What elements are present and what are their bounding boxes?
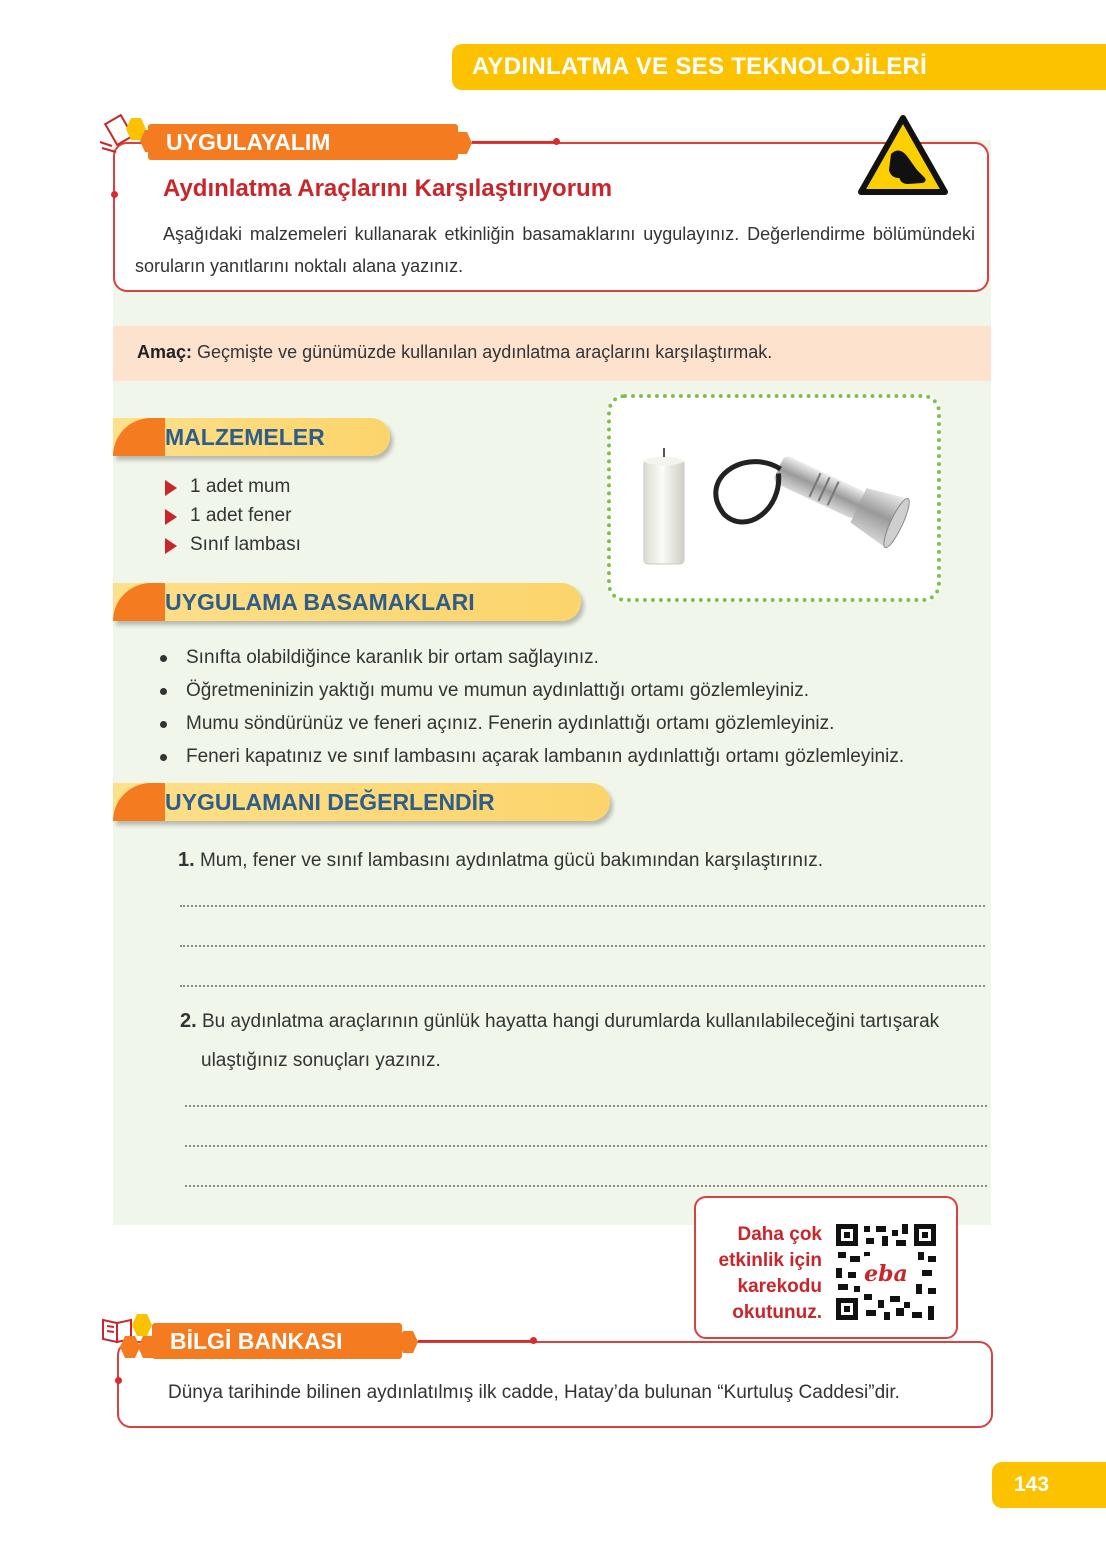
steps-heading [113,583,581,621]
tab-dot [530,1337,537,1344]
unit-title: AYDINLATMA VE SES TEKNOLOJİLERİ [452,44,1106,90]
aim-statement [137,342,772,363]
eba-logo: eba [864,1261,908,1287]
answer-line[interactable] [185,1185,987,1187]
tab-line [472,141,557,143]
question-text: Mum, fener ve sınıf lambasını aydınlatma gücü bakımından karşılaştırınız. [199,850,824,871]
list-item: 1 adet fener [165,501,301,530]
qr-instruction: Daha çok etkinlik için karekodu okutunuz. [718,1224,822,1323]
page-number: 143 [992,1462,1106,1508]
list-item: Sınıfta olabildiğince karanlık bir ortam sağlayınız. [160,641,904,674]
answer-line[interactable] [185,1105,987,1107]
activity-title: Aydınlatma Araçlarını Karşılaştırıyorum [163,175,613,202]
question-2-continued: ulaştığınız sonuçları yazınız. [201,1050,441,1071]
flashlight-image [706,423,913,586]
triangle-bullet-icon [165,509,177,525]
materials-heading [113,418,390,456]
evaluation-heading-label: UYGULAMANI DEĞERLENDİR [165,789,495,815]
list-item: Öğretmeninizin yaktığı mumu ve mumun aydınlattığı ortamı gözlemleyiniz. [160,674,904,707]
list-item: Sınıf lambası [165,530,301,559]
materials-heading-label: MALZEMELER [165,424,325,450]
info-bank-text: Dünya tarihinde bilinen aydınlatılmış ilk cadde, Hatay’da bulunan “Kurtuluş Caddesi”dir. [168,1382,900,1403]
answer-line[interactable] [180,985,985,987]
question-2 [180,1010,939,1033]
frame-dot [115,1377,122,1384]
question-1 [178,849,823,872]
question-number: 1. [178,849,195,871]
section-uygulayalim: UYGULAYALIM [148,124,458,160]
list-item: Mumu söndürünüz ve feneri açınız. Fenerin aydınlattığı ortamı gözlemleyiniz. [160,707,904,740]
answer-line[interactable] [185,1145,987,1147]
candle-image [644,448,684,564]
evaluation-heading [113,783,610,821]
triangle-bullet-icon [165,538,177,554]
question-text: Bu aydınlatma araçlarının günlük hayatta hangi durumlarda kullanılabileceğini tartışarak [201,1011,940,1032]
answer-line[interactable] [180,905,985,907]
triangle-bullet-icon [165,480,177,496]
activity-intro: Aşağıdaki malzemeleri kullanarak etkinliğin basamaklarını uygulayınız. Değerlendirme bölümündeki soruların yanıtlarını noktalı alana yazınız. [135,224,975,276]
question-number: 2. [180,1010,197,1032]
section-bilgi-bankasi: BİLGİ BANKASI [152,1323,402,1359]
answer-line[interactable] [180,945,985,947]
qr-box [694,1196,958,1339]
qr-code-icon[interactable] [834,1222,938,1322]
aim-text: Geçmişte ve günümüzde kullanılan aydınlatma araçlarını karşılaştırmak. [197,342,773,362]
frame-dot [111,191,118,198]
materials-photo [607,394,941,602]
list-item: Feneri kapatınız ve sınıf lambasını açarak lambanın aydınlattığı ortamı gözlemleyiniz. [160,740,904,773]
list-item: 1 adet mum [165,472,301,501]
tab-line [418,1340,533,1342]
materials-list [165,472,301,559]
steps-list [160,641,904,773]
tab-dot [553,138,560,145]
gloves-warning-icon [857,114,949,198]
aim-label: Amaç: [137,342,193,362]
steps-heading-label: UYGULAMA BASAMAKLARI [165,589,475,615]
